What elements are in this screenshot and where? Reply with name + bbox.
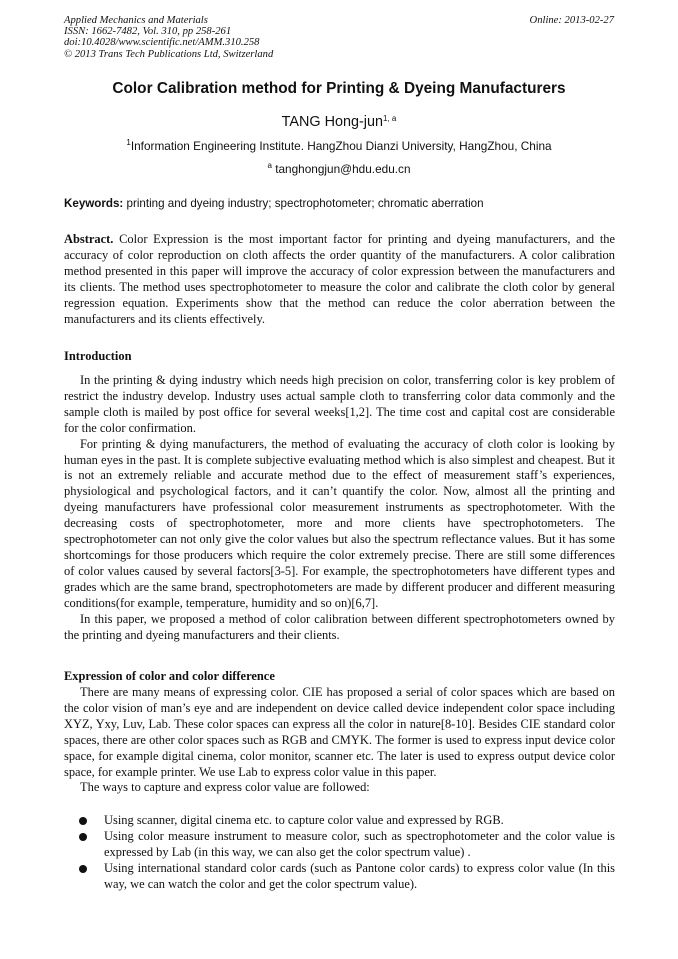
journal-header (64, 15, 273, 60)
list-item (64, 813, 615, 829)
introduction-section (64, 373, 615, 643)
list-item-text: Using color measure instrument to measure color, such as spectrophotometer and the color value is expressed by Lab (in this way, we can also get the color spectrum value) . (104, 828, 615, 859)
online-date: Online: 2013-02-27 (529, 15, 614, 26)
bullet-icon (79, 817, 87, 825)
expression-heading: Expression of color and color difference (64, 669, 275, 683)
intro-paragraph-2: For printing & dying manufacturers, the method of evaluating the accuracy of cloth color is looking by human eyes in the past. It is complete subjective evaluating method which is also simplest and cheapest. But it is not an extremely reliable and accurate method due to the effect of measurement staff’s experiences, physiological and psychological factors, and it can’t quantify the color. Now, almost all the printing and dyeing manufacturers have professional color measurement instruments as spectrophotometer. With the decreasing costs of spectrophotometer, more and more clients have spectrophotometers. The spectrophotometer can not only give the color values but also the spectrum reflectance values. But it has some shortcomings for those producers which require the color extremely precise. There are still some differences of color values caused by several factors[3-5]. For example, the spectrophotometers have different types and grades which are the same brand, spectrophotometers are made by different producer and different measuring conditions(for example, temperature, humidity and so on)[6,7]. (64, 436, 615, 610)
list-item (64, 829, 615, 861)
keywords-text: printing and dyeing industry; spectrophotometer; chromatic aberration (126, 197, 484, 210)
expression-paragraph-2: The ways to capture and express color value are followed: (80, 780, 370, 795)
doi-line: doi:10.4028/www.scientific.net/AMM.310.258 (64, 37, 260, 49)
introduction-heading: Introduction (64, 349, 132, 363)
journal-name: Applied Mechanics and Materials (64, 15, 208, 26)
email-line (0, 162, 678, 176)
issn-line: ISSN: 1662-7482, Vol. 310, pp 258-261 (64, 26, 232, 38)
copyright-line: © 2013 Trans Tech Publications Ltd, Switzerland (64, 48, 274, 60)
intro-paragraph-1: In the printing & dying industry which needs high precision on color, transferring color is key problem of restrict the industry develop. Industry uses actual sample cloth to transferring color data commonly and the sample cloth is mailed by post office for several weeks[1,2]. The time cost and capital cost are considerable for the color confirmation. (64, 373, 615, 435)
list-item (64, 861, 615, 893)
paper-title: Color Calibration method for Printing & Dyeing Manufacturers (112, 80, 566, 97)
abstract-text: Color Expression is the most important factor for printing and dyeing manufacturers, and the accuracy of color reproduction on cloth affects the order quantity of the manufacturers. A color calibration method presented in this paper will improve the accuracy of color expression between the manufacturers and its clients. The method uses spectrophotometer to measure the color and calibrate the cloth color by general regression equation. Experiments show that the method can reduce the color aberration between the manufacturers and its clients effectively. (64, 232, 616, 326)
bullet-icon (79, 833, 87, 841)
bullet-icon (79, 865, 87, 873)
author-line (0, 114, 678, 130)
author-superscript: 1, a (382, 114, 397, 123)
email-address: tanghongjun@hdu.edu.cn (275, 162, 411, 176)
expression-section (64, 685, 615, 796)
email-superscript: a (267, 161, 272, 170)
keywords-label: Keywords: (64, 197, 124, 210)
abstract-section (64, 232, 615, 327)
affiliation-text: Information Engineering Institute. HangZhou Dianzi University, HangZhou, China (130, 139, 552, 153)
expression-paragraph-1: There are many means of expressing color. CIE has proposed a serial of color spaces which are based on the color vision of man’s eye and are independent on device called device independent color space including XYZ, Yxy, Luv, Lab. These color spaces can express all the color in nature[8-10]. Besides CIE standard color spaces, there are other color spaces such as RGB and CMYK. The former is used to express input device color space, for example digital cinema, color monitor, scanner etc. The later is used to express output device color space, for example printer. We use Lab to express color value in this paper. (64, 685, 615, 779)
capture-methods-list (64, 813, 615, 893)
affiliation-superscript: 1 (126, 138, 131, 147)
keywords-line (64, 197, 614, 210)
intro-paragraph-3: In this paper, we proposed a method of color calibration between different spectrophotometers owned by the printing and dyeing manufacturers and their clients. (64, 611, 615, 642)
list-item-text: Using scanner, digital cinema etc. to capture color value and expressed by RGB. (104, 813, 504, 827)
author-name: TANG Hong-jun (281, 114, 383, 130)
abstract-label: Abstract. (64, 232, 114, 246)
affiliation-line (0, 139, 678, 153)
list-item-text: Using international standard color cards (such as Pantone color cards) to express color value (In this way, we can watch the color and get the color spectrum value). (104, 860, 615, 891)
